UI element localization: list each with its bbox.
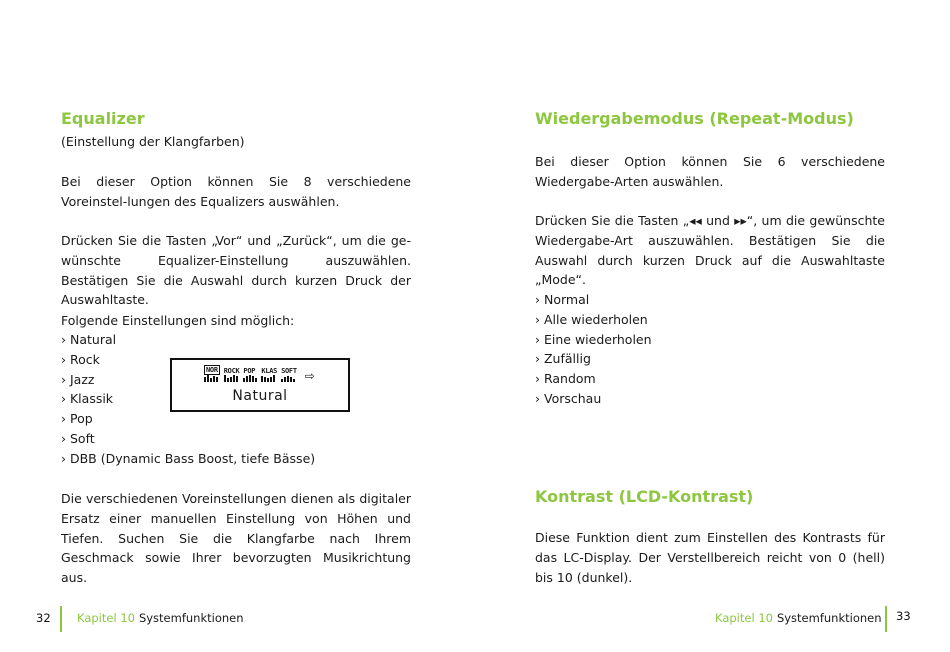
lcd-mode-label: Natural: [232, 388, 288, 404]
eq-normal-icon: NOR: [204, 365, 220, 382]
list-item: › Normal: [535, 290, 652, 310]
next-arrow-icon: ⇨: [304, 369, 315, 383]
page-number: 33: [896, 609, 911, 623]
list-item: › DBB (Dynamic Bass Boost, tiefe Bässe): [61, 449, 315, 469]
equalizer-description: Die verschiedenen Voreinstellungen dienen als digitaler Ersatz einer manuellen Einstellung von Höhen und Tiefen. Suchen Sie die Klangfarbe nach Ihrem Geschmack sowie Ihrer bevorzugten Musikrichtung aus.: [61, 491, 411, 586]
list-item: › Natural: [61, 330, 315, 350]
chapter-label: Kapitel 10: [77, 611, 135, 625]
equalizer-instructions: Drücken Sie die Tasten „Vor“ und „Zurück“, um die ge-wünschte Equalizer-Einstellung auszuwählen. Bestätigen Sie die Auswahl durch kurzen Druck der Auswahltaste.: [61, 233, 411, 308]
list-item: › Jazz: [61, 370, 315, 390]
eq-pop-icon: POP: [243, 367, 257, 382]
footer-chapter: [77, 611, 244, 625]
eq-soft-icon: SOFT: [281, 367, 297, 382]
footer-divider: [885, 606, 887, 632]
list-item: › Soft: [61, 429, 315, 449]
page-number: 32: [36, 611, 51, 625]
list-item: › Klassik: [61, 389, 315, 409]
footer-chapter: [715, 611, 882, 625]
list-item: › Vorschau: [535, 389, 652, 409]
repeat-mode-heading: Wiedergabemodus (Repeat-Modus): [535, 109, 854, 128]
equalizer-heading: Equalizer: [61, 109, 145, 128]
chapter-title: Systemfunktionen: [776, 611, 882, 625]
list-item: › Eine wiederholen: [535, 330, 652, 350]
chapter-title: Systemfunktionen: [138, 611, 244, 625]
eq-rock-icon: ROCK: [224, 367, 240, 382]
list-item: › Alle wiederholen: [535, 310, 652, 330]
equalizer-intro: Bei dieser Option können Sie 8 verschiedene Voreinstel-lungen des Equalizers auswählen.: [61, 174, 411, 209]
list-item: › Pop: [61, 409, 315, 429]
equalizer-list-intro: Folgende Einstellungen sind möglich:: [61, 313, 295, 328]
equalizer-subtitle: (Einstellung der Klangfarben): [61, 134, 245, 149]
list-item: › Rock: [61, 350, 315, 370]
equalizer-icon-row: [204, 365, 315, 382]
lcd-display-illustration: [170, 358, 350, 412]
eq-klassik-icon: KLAS: [261, 367, 277, 382]
list-item: › Random: [535, 369, 652, 389]
footer-divider: [60, 606, 62, 632]
repeat-mode-intro: Bei dieser Option können Sie 6 verschiedene Wiedergabe-Arten auswählen.: [535, 154, 885, 189]
repeat-mode-list: [535, 290, 652, 409]
list-item: › Zufällig: [535, 349, 652, 369]
contrast-heading: Kontrast (LCD-Kontrast): [535, 487, 754, 506]
contrast-description: Diese Funktion dient zum Einstellen des Kontrasts für das LC-Display. Der Verstellbereich reicht von 0 (hell) bis 10 (dunkel).: [535, 530, 885, 585]
repeat-mode-instructions: Drücken Sie die Tasten „◂◂ und ▸▸“, um die gewünschte Wiedergabe-Art auszuwählen. Bestätigen Sie die Auswahl durch kurzen Druck auf die Auswahltaste „Mode“.: [535, 213, 885, 288]
right-page: [475, 0, 950, 652]
chapter-label: Kapitel 10: [715, 611, 773, 625]
